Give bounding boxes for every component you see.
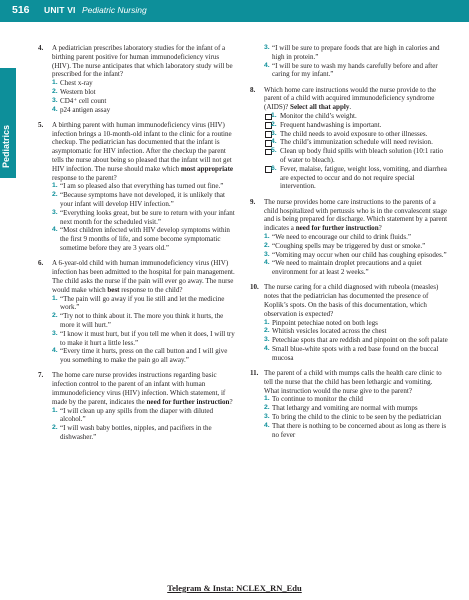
option-number: 3. bbox=[264, 336, 270, 344]
option-number: 4. bbox=[271, 138, 277, 146]
option-text: The child needs to avoid exposure to other illnesses. bbox=[280, 129, 428, 138]
answer-option[interactable] bbox=[250, 404, 448, 413]
question-stem bbox=[38, 121, 236, 183]
option-number: 1. bbox=[264, 318, 270, 326]
answer-option[interactable] bbox=[250, 44, 448, 62]
option-text: Fever, malaise, fatigue, weight loss, vomiting, and diarrhea are expected to occur and do not require special intervention. bbox=[280, 164, 447, 191]
option-number: 3. bbox=[52, 208, 58, 216]
question-stem bbox=[38, 259, 236, 294]
question-text-end: response to the child? bbox=[119, 285, 183, 294]
option-number: 4. bbox=[264, 421, 270, 429]
answer-options bbox=[250, 319, 448, 363]
option-number: 1. bbox=[52, 182, 58, 190]
option-number: 2. bbox=[271, 120, 277, 128]
option-text: Western blot bbox=[60, 87, 96, 96]
option-text: “Most children infected with HIV develop symptoms within the first 9 months of life, and some become symptomatic sometime before they are 3 years old.” bbox=[60, 226, 230, 253]
option-number: 4. bbox=[52, 105, 58, 113]
option-text: Small blue-white spots with a red base found on the buccal mucosa bbox=[272, 345, 439, 362]
answer-option[interactable] bbox=[38, 226, 236, 252]
option-number: 3. bbox=[264, 250, 270, 258]
question-5 bbox=[38, 121, 236, 253]
answer-option[interactable] bbox=[250, 259, 448, 277]
option-text: To continue to monitor the child bbox=[272, 395, 363, 404]
question-6 bbox=[38, 259, 236, 365]
option-text: “I will be sure to prepare foods that are high in calories and high in protein.” bbox=[272, 44, 440, 61]
answer-option[interactable] bbox=[250, 345, 448, 363]
answer-option[interactable] bbox=[38, 79, 236, 88]
option-number: 4. bbox=[52, 347, 58, 355]
question-stem bbox=[250, 86, 448, 112]
option-text: CD4⁺ cell count bbox=[60, 96, 107, 105]
answer-option[interactable] bbox=[38, 347, 236, 365]
question-emphasis: Select all that apply bbox=[290, 103, 350, 112]
answer-option[interactable] bbox=[38, 182, 236, 191]
answer-option[interactable] bbox=[250, 395, 448, 404]
option-number: 4. bbox=[264, 61, 270, 69]
question-4 bbox=[38, 44, 236, 114]
option-text: Clean up body fluid spills with bleach solution (10:1 ratio of water to bleach). bbox=[280, 147, 444, 165]
option-text: “Coughing spells may be triggered by dust or smoke.” bbox=[272, 241, 426, 250]
answer-options bbox=[38, 182, 236, 252]
side-tab bbox=[0, 68, 16, 178]
option-text: Chest x-ray bbox=[60, 79, 93, 88]
answer-options bbox=[250, 233, 448, 277]
page-header bbox=[0, 0, 469, 22]
answer-option[interactable] bbox=[38, 88, 236, 97]
option-number: 1. bbox=[264, 232, 270, 240]
option-text: p24 antigen assay bbox=[60, 105, 111, 114]
answer-option[interactable] bbox=[38, 407, 236, 425]
answer-option[interactable] bbox=[250, 319, 448, 328]
answer-options bbox=[250, 112, 448, 191]
answer-option[interactable] bbox=[250, 130, 448, 139]
option-number: 1. bbox=[271, 112, 277, 120]
option-text: To bring the child to the clinic to be seen by the pediatrician bbox=[272, 413, 442, 422]
question-emphasis: need for further instruction bbox=[146, 397, 230, 406]
answer-option[interactable] bbox=[38, 97, 236, 106]
question-stem bbox=[250, 198, 448, 233]
answer-option[interactable] bbox=[38, 106, 236, 115]
footer-link[interactable]: Telegram & Insta: NCLEX_RN_Edu bbox=[167, 583, 302, 593]
option-text: That there is nothing to be concerned about as long as there is no fever bbox=[272, 421, 447, 439]
option-number: 2. bbox=[52, 312, 58, 320]
option-text: Monitor the child’s weight. bbox=[280, 112, 357, 121]
option-number: 3. bbox=[52, 96, 58, 104]
question-7 bbox=[250, 44, 448, 79]
question-text: The nurse provides home care instructions to the parents of a child hospitalized with pertussis who is in the convalescent stage and is being prepared for discharge. Which statement by a parent indicates a bbox=[264, 197, 448, 233]
question-text-end: response to the parent? bbox=[52, 173, 117, 182]
subject-label: Pediatric Nursing bbox=[82, 5, 147, 15]
question-7 bbox=[38, 371, 236, 441]
question-text: The nurse caring for a child diagnosed with rubeola (measles) notes that the pediatrician has documented the presence of Koplik’s spots. On the basis of this documentation, which observation is expected? bbox=[264, 283, 439, 318]
answer-option[interactable] bbox=[250, 147, 448, 165]
answer-option[interactable] bbox=[38, 191, 236, 209]
answer-options bbox=[250, 44, 448, 79]
option-text: Pinpoint petechiae noted on both legs bbox=[272, 318, 378, 327]
question-stem bbox=[250, 283, 448, 318]
option-text: Whitish vesicles located across the chest bbox=[272, 327, 387, 336]
option-number: 2. bbox=[52, 191, 58, 199]
answer-option[interactable] bbox=[250, 121, 448, 130]
question-text: A 6-year-old child with human immunodeficiency virus (HIV) infection has been admitted to the hospital for pain management. The child asks the nurse if the pain will ever go away. The nurse would make which bbox=[52, 259, 235, 294]
option-number: 3. bbox=[264, 44, 270, 51]
answer-option[interactable] bbox=[250, 242, 448, 251]
question-11 bbox=[250, 369, 448, 439]
answer-option[interactable] bbox=[250, 233, 448, 242]
question-text: A pediatrician prescribes laboratory studies for the infant of a birthing parent positive for human immunodeficiency virus (HIV). The nurse anticipates that which laboratory study will be prescribed for the infant? bbox=[52, 44, 233, 79]
answer-option[interactable] bbox=[250, 112, 448, 121]
answer-option[interactable] bbox=[250, 251, 448, 260]
question-emphasis: most appropriate bbox=[180, 164, 234, 173]
question-number: 5. bbox=[38, 120, 44, 129]
answer-options bbox=[250, 395, 448, 439]
question-text: The parent of a child with mumps calls the health care clinic to tell the nurse that the child has been lethargic and vomiting. What instruction would the nurse give to the parent? bbox=[264, 369, 442, 395]
left-column bbox=[38, 44, 236, 448]
option-number: 2. bbox=[52, 87, 58, 95]
question-number: 9. bbox=[250, 197, 256, 206]
question-number: 6. bbox=[38, 259, 44, 268]
option-text: Frequent handwashing is important. bbox=[280, 120, 382, 129]
answer-option[interactable] bbox=[250, 327, 448, 336]
answer-option[interactable] bbox=[38, 312, 236, 330]
side-tab-label: Pediatrics bbox=[1, 124, 11, 168]
option-number: 4. bbox=[264, 259, 270, 267]
option-text: “Try not to think about it. The more you think it hurts, the more it will hurt.” bbox=[60, 312, 224, 329]
option-text: Petechiae spots that are reddish and pinpoint on the soft palate bbox=[272, 336, 448, 345]
option-text: That lethargy and vomiting are normal with mumps bbox=[272, 404, 418, 413]
option-text: “I know it must hurt, but if you tell me when it does, I will try to make it hurt a little less.” bbox=[60, 329, 235, 347]
option-number: 2. bbox=[52, 424, 58, 432]
option-text: “I will be sure to wash my hands carefully before and after caring for my infant.” bbox=[272, 61, 438, 79]
question-emphasis: best bbox=[107, 285, 120, 294]
option-text: The child’s immunization schedule will need revision. bbox=[280, 138, 433, 147]
option-text: “Because symptoms have not developed, it is unlikely that your infant will develop HIV infection.” bbox=[60, 191, 225, 209]
question-stem bbox=[38, 371, 236, 406]
answer-option[interactable] bbox=[38, 330, 236, 348]
question-8 bbox=[250, 86, 448, 192]
question-text-end: ? bbox=[229, 397, 233, 406]
option-text: “I will clean up any spills from the diaper with diluted alcohol.” bbox=[60, 406, 214, 424]
option-text: “The pain will go away if you lie still and let the medicine work.” bbox=[60, 294, 225, 312]
option-text: “Everything looks great, but be sure to return with your infant next month for the scheduled visit.” bbox=[60, 208, 235, 226]
option-number: 3. bbox=[52, 329, 58, 337]
option-number: 3. bbox=[264, 413, 270, 421]
answer-option[interactable] bbox=[38, 295, 236, 313]
page-number: 516 bbox=[12, 4, 30, 16]
option-number: 4. bbox=[264, 345, 270, 352]
answer-options bbox=[38, 295, 236, 365]
right-column bbox=[250, 44, 448, 446]
answer-option[interactable] bbox=[250, 422, 448, 440]
unit-label: UNIT VI bbox=[44, 5, 76, 15]
answer-option[interactable] bbox=[250, 165, 448, 191]
option-number: 6. bbox=[271, 164, 277, 172]
footer[interactable] bbox=[0, 583, 469, 593]
question-text: A birthing parent with human immunodeficiency virus (HIV) infection brings a 10-month-old infant to the clinic for a routine checkup. The pediatrician has documented that the infant is asymptomatic for HIV infection. After the checkup the parent tells the nurse about being so pleased that the infant will not get HIV infection. The nurse should make which bbox=[52, 120, 232, 173]
option-text: “I am so pleased also that everything has turned out fine.” bbox=[60, 182, 224, 191]
question-text-end: . bbox=[349, 103, 352, 112]
question-stem bbox=[250, 369, 448, 395]
question-text-end: ? bbox=[378, 224, 382, 233]
option-number: 5. bbox=[271, 147, 277, 155]
question-number: 8. bbox=[250, 85, 256, 94]
option-number: 3. bbox=[271, 129, 277, 137]
option-number: 2. bbox=[264, 404, 270, 412]
question-text: Which home care instructions would the nurse provide to the parent of a child with acquired immunodeficiency syndrome (AIDS)? bbox=[264, 85, 437, 112]
option-text: “We need to encourage our child to drink fluids.” bbox=[272, 232, 411, 241]
answer-option[interactable] bbox=[38, 209, 236, 227]
question-number: 11. bbox=[250, 369, 259, 378]
question-9 bbox=[250, 198, 448, 277]
question-number: 4. bbox=[38, 44, 44, 52]
option-number: 4. bbox=[52, 226, 58, 234]
answer-option[interactable] bbox=[250, 62, 448, 80]
answer-option[interactable] bbox=[250, 413, 448, 422]
option-text: “Every time it hurts, press on the call button and I will give you something to make the pain go all away.” bbox=[60, 347, 228, 365]
answer-option[interactable] bbox=[38, 424, 236, 442]
option-text: “Vomiting may occur when our child has coughing episodes.” bbox=[272, 250, 447, 259]
option-number: 2. bbox=[264, 241, 270, 249]
option-text: “I will wash baby bottles, nipples, and pacifiers in the dishwasher.” bbox=[60, 424, 212, 441]
option-number: 1. bbox=[264, 395, 270, 403]
answer-options bbox=[38, 407, 236, 442]
question-emphasis: need for further instruction bbox=[295, 224, 379, 233]
answer-option[interactable] bbox=[250, 138, 448, 147]
question-text: The home care nurse provides instructions regarding basic infection control to the parent of an infant with human immunodeficiency virus (HIV) infection. Which statement, if made by the parent, indicates the bbox=[52, 371, 226, 406]
question-10 bbox=[250, 283, 448, 362]
question-stem bbox=[38, 44, 236, 79]
question-number: 10. bbox=[250, 283, 259, 292]
option-text: “We need to maintain droplet precautions and a quiet environment for at least 2 weeks.” bbox=[272, 259, 422, 277]
answer-options bbox=[38, 79, 236, 114]
question-number: 7. bbox=[38, 371, 44, 380]
answer-option[interactable] bbox=[250, 336, 448, 345]
option-number: 1. bbox=[52, 406, 58, 414]
option-number: 1. bbox=[52, 79, 58, 87]
option-number: 2. bbox=[264, 327, 270, 335]
option-number: 1. bbox=[52, 294, 58, 302]
